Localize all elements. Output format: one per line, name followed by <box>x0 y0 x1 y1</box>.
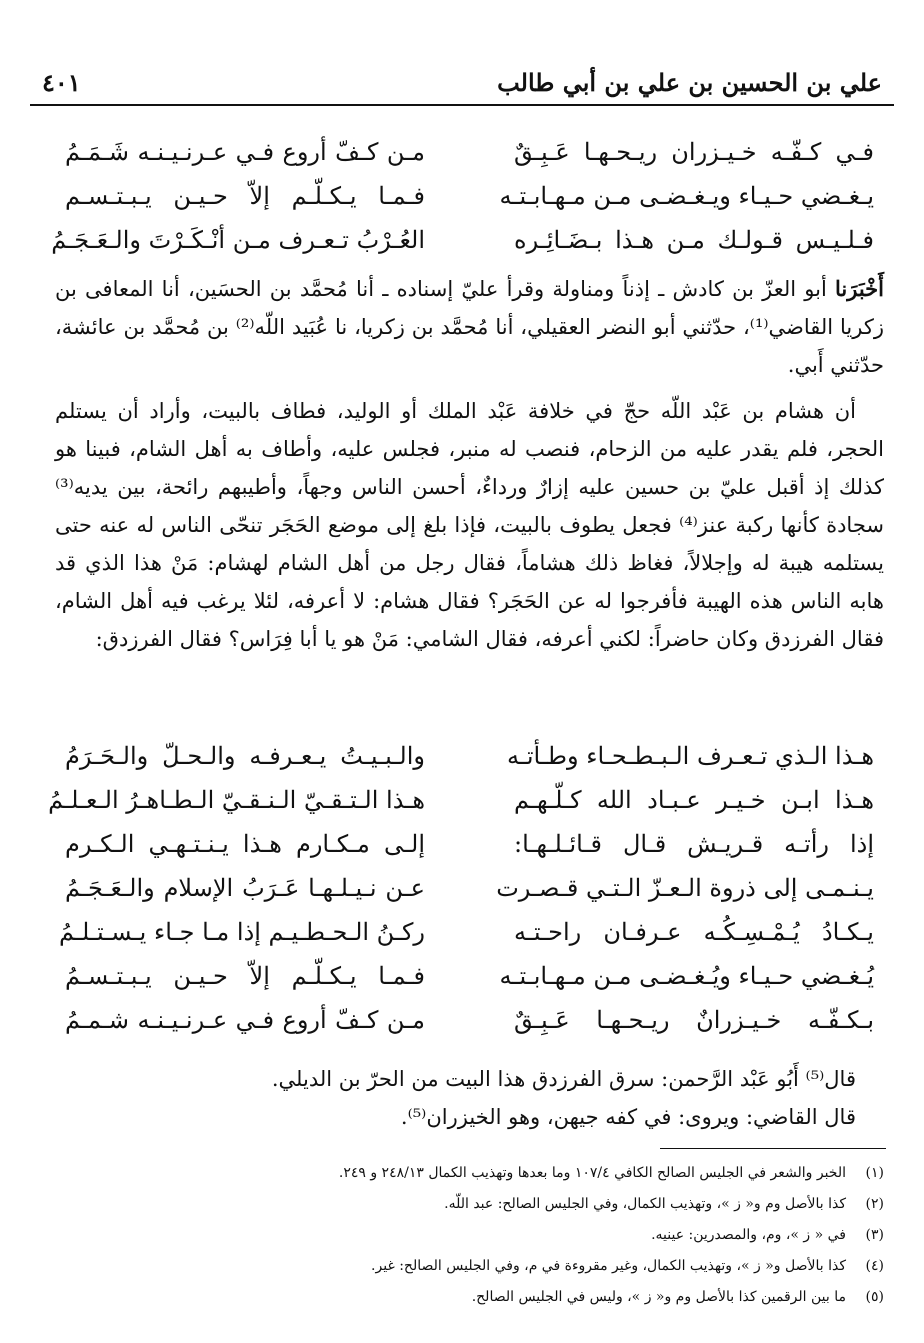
footnote <box>55 1158 884 1189</box>
verse-second-hemistich: إلـى مـكـارم هـذا يـنـتـهـي الـكـرم <box>65 830 425 858</box>
verse-second-hemistich: العُـرْبُ تـعـرف مـن أنْـكَـرْتَ والـعَـجَـمُ <box>51 226 425 254</box>
footnote <box>55 1251 884 1282</box>
footnotes <box>55 1158 884 1313</box>
footnote-divider <box>660 1148 886 1149</box>
footnote-text: الخبر والشعر في الجليس الصالح الكافي ١٠٧/٤ وما بعدها وتهذيب الكمال ٢٤٨/١٣ و ٢٤٩. <box>338 1165 846 1181</box>
poem-verse <box>55 742 884 786</box>
verse-first-hemistich: يـنـمـى إلى ذروة الـعـزّ الـتـي قـصـرت <box>496 874 874 902</box>
footnote-number: (١) <box>865 1165 884 1181</box>
verse-first-hemistich: يُـغـضي حـيـاء ويُـغـضـى مـن مـهـابـتـه <box>499 962 874 990</box>
verse-first-hemistich: فـي كـفّـه خـيـزران ريـحـهـا عَـبِـقٌ <box>514 138 874 166</box>
footnote-text: كذا بالأصل و« ز »، وتهذيب الكمال، وغير مقروءة في م، وفي الجليس الصالح: غير. <box>371 1258 846 1274</box>
poem-verse <box>51 226 884 270</box>
footnote-text: ما بين الرقمين كذا بالأصل وم و« ز »، وليس في الجليس الصالح. <box>471 1289 846 1305</box>
verse-first-hemistich: بـكـفّـه خـيـزرانٌ ريـحـهـا عَـبِـقٌ <box>514 1006 874 1034</box>
poem-verse <box>55 1006 884 1050</box>
verse-second-hemistich: ركـنُ الـحـطـيـم إذا مـا جـاء يـسـتـلـمُ <box>58 918 425 946</box>
poem-verse <box>55 962 884 1006</box>
verse-first-hemistich: هـذا الـذي تـعـرف الـبـطـحـاء وطـأتـه <box>506 742 874 770</box>
running-header <box>30 58 894 106</box>
closing-line: قال القاضي: ويروى: في كفه جيهن، وهو الخيزران⁽⁵⁾. <box>400 1105 856 1129</box>
verse-first-hemistich: هـذا ابـن خـيـر عـبـاد الله كـلّـهـم <box>514 786 874 814</box>
poem-verse <box>55 918 884 962</box>
poem-verse <box>48 786 884 830</box>
poem-verse <box>55 874 884 918</box>
footnote-text: في « ز »، وم، والمصدرين: عينيه. <box>651 1227 846 1243</box>
verse-second-hemistich: والـبـيـتُ يـعـرفـه والـحـلّ والـحَـرَمُ <box>65 742 425 770</box>
header-title: علي بن الحسين بن علي بن أبي طالب <box>497 68 882 97</box>
verse-second-hemistich: هـذا الـتـقـيّ الـنـقـيّ الـطـاهـرُ الـعـلـمُ <box>48 786 425 814</box>
closing-line: قال⁽⁵⁾ أَبُو عَبْد الرَّحمن: سرق الفرزدق هذا البيت من الحرّ بن الديلي. <box>271 1067 856 1091</box>
poem-verse <box>55 182 884 226</box>
poem-verse <box>55 138 884 182</box>
footnote-number: (٣) <box>865 1227 884 1243</box>
footnote <box>55 1282 884 1313</box>
closing-remarks <box>55 1060 884 1136</box>
footnote-number: (٤) <box>865 1258 884 1274</box>
verse-second-hemistich: مـن كـفّ أروع فـي عـرنـيـنـه شـمـمُ <box>65 1006 425 1034</box>
poem-top <box>51 138 884 270</box>
verse-first-hemistich: يـكـادُ يُـمْـسِـكُـه عـرفـان راحـتـه <box>514 918 874 946</box>
verse-first-hemistich: يـغـضي حـيـاء ويـغـضـى مـن مـهـابـتـه <box>499 182 874 210</box>
verse-first-hemistich: فـلـيـس قـولـك مـن هـذا بـضَـائِـره <box>514 226 874 254</box>
isnad-lead-word: أَخْبَرَنا <box>835 276 884 301</box>
footnote <box>55 1189 884 1220</box>
isnad-text: أبو العزّ بن كادش ـ إذناً ومناولة وقرأ عليّ إسناده ـ أنا مُحمَّد بن الحسَين، أنا المعافى بن زكريا القاضي⁽¹⁾، حدّثني أبو النضر العقيلي، أنا مُحمَّد بن زكريا، نا عُبَيد اللّه⁽²⁾ بن مُحمَّد بن عائشة، حدّثني أَبي. <box>55 277 884 377</box>
verse-second-hemistich: فـمـا يـكـلّـم إلاّ حـيـن يـبـتـسـم <box>65 182 425 210</box>
footnote-number: (٢) <box>865 1196 884 1212</box>
page-number: ٤٠١ <box>42 68 81 97</box>
footnote <box>55 1220 884 1251</box>
story-paragraph: أن هشام بن عَبْد اللّه حجّ في خلافة عَبْد الملك أو الوليد، فطاف بالبيت، وأراد أن يستلم الحجر، فلم يقدر عليه من الزحام، فنصب له منبر، فجلس عليه، وأطاف به أهل الشام، فبينا هو كذلك إذ أقبل عليّ بن حسين عليه إزارٌ ورداءٌ، أحسن الناس وجهاً، وأطيبهم رائحة، بين يديه⁽³⁾ سجادة كأنها ركبة عنز⁽⁴⁾ فجعل يطوف بالبيت، فإذا بلغ إلى موضع الحَجَر تنحّى الناس له عنه حتى يستلمه هيبة له وإجلالاً، فغاظ ذلك هشاماً، فقال رجل من أهل الشام لهشام: مَنْ هذا الذي قد هابه الناس هذه الهيبة فأفرجوا له عن الحَجَر؟ فقال هشام: لا أعرفه، لئلا يرغب فيه أهل الشام، فقال الفرزدق وكان حاضراً: لكني أعرفه، فقال الشامي: مَنْ هو يا أبا فِرَاس؟ فقال الفرزدق: <box>55 399 884 651</box>
poem-verse <box>55 830 884 874</box>
isnad-paragraph <box>55 270 884 384</box>
poem-main <box>48 742 884 1050</box>
verse-first-hemistich: إذا رأتـه قـريـش قـال قـائـلـهـا: <box>514 830 874 858</box>
footnote-text: كذا بالأصل وم و« ز »، وتهذيب الكمال، وفي الجليس الصالح: عبد اللّه. <box>444 1196 846 1212</box>
verse-second-hemistich: عـن نـيـلـهـا عَـرَبُ الإسلام والـعَـجَـمُ <box>65 874 425 902</box>
verse-second-hemistich: مـن كـفّ أروع فـي عـرنـيـنـه شَـمَـمُ <box>65 138 425 166</box>
footnote-number: (٥) <box>865 1289 884 1305</box>
prose-body <box>55 270 884 658</box>
verse-second-hemistich: فـمـا يـكـلّـم إلاّ حـيـن يـبـتـسـمُ <box>65 962 425 990</box>
